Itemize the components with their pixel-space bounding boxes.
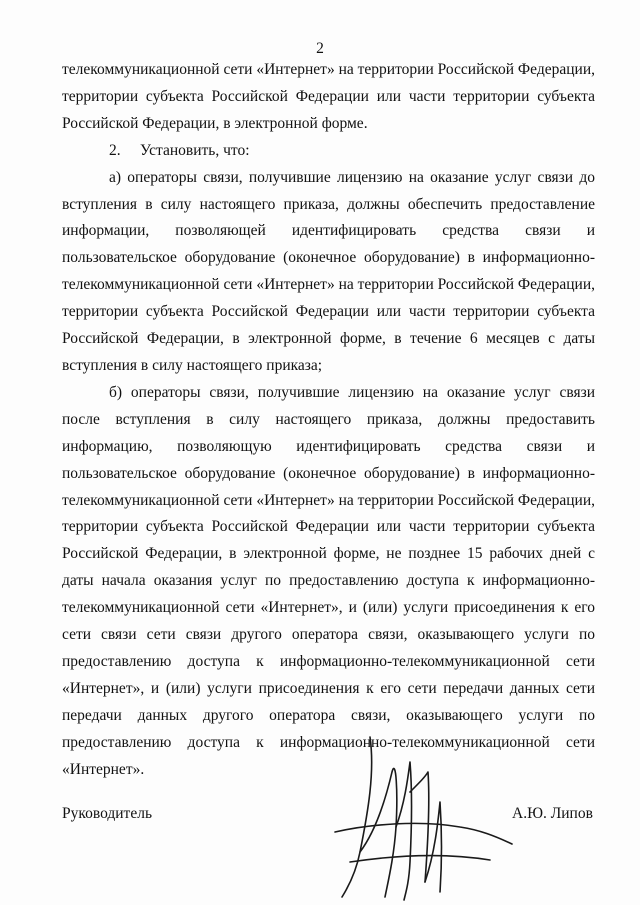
handwritten-signature	[330, 732, 520, 902]
clause-2-heading: 2. Установить, что:	[109, 141, 250, 159]
subclause-b: б) операторы связи, получившие лицензию на оказание услуг связи после вступления в силу настоящего приказа, должны предоставить информацию, позволяющую идентифицировать средства связи и пользовательское оборудование (оконечное оборудование) в информационно-телекоммуникационной сети «Интернет» на территории Российской Федерации, территории субъекта Российской Федерации или части территории субъекта Российской Федерации, в электронной форме, не позднее 15 рабочих дней с даты начала оказания услуг по предоставлению доступа к информационно-телекоммуникационной сети «Интернет», и (или) услуги присоединения к его сети связи сети связи другого оператора связи, оказывающего услуги по предоставлению доступа к информационно-телекоммуникационной сети «Интернет», и (или) услуги присоединения к его сети передачи данных сети передачи данных другого оператора связи, оказывающего услуги по предоставлению доступа к информационно-телекоммуникационной сети «Интернет».	[62, 383, 595, 778]
page-number: 2	[316, 40, 324, 57]
signer-position: Руководитель	[62, 805, 153, 822]
paragraph-continuation: телекоммуникационной сети «Интернет» на территории Российской Федерации, территории субъекта Российской Федерации или части территории субъекта Российской Федерации, в электронной форме.	[62, 61, 595, 132]
signer-name: А.Ю. Липов	[512, 805, 593, 822]
document-body	[62, 57, 595, 783]
subclause-a: а) операторы связи, получившие лицензию на оказание услуг связи до вступления в силу настоящего приказа, должны обеспечить предоставление информации, позволяющей идентифицировать средства связи и пользовательское оборудование (оконечное оборудование) в информационно-телекоммуникационной сети «Интернет» на территории Российской Федерации, территории субъекта Российской Федерации или части территории субъекта Российской Федерации, в электронной форме, в течение 6 месяцев с даты вступления в силу настоящего приказа;	[62, 168, 595, 374]
